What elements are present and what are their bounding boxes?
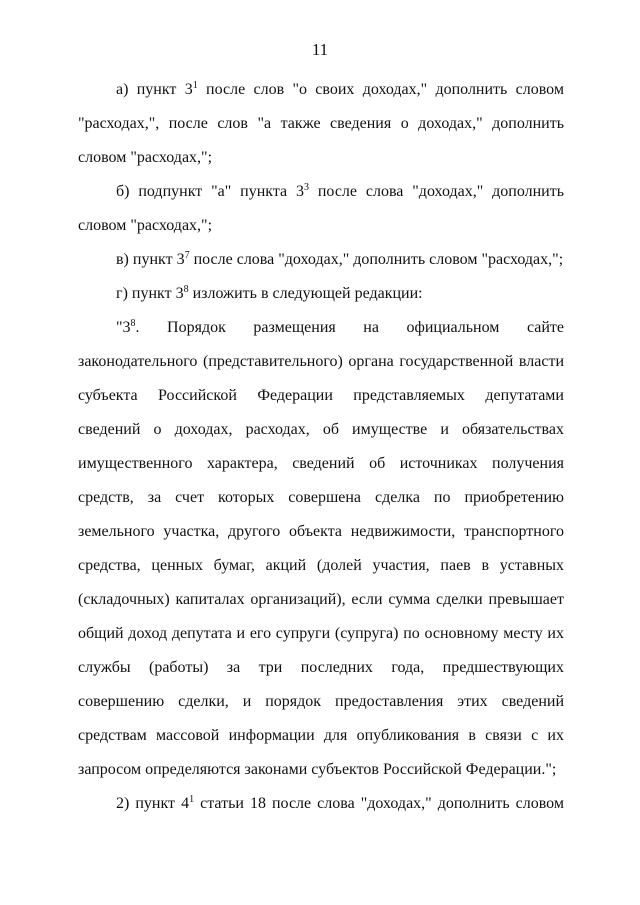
paragraph-v-superscript: 7 [184, 250, 190, 261]
paragraph-a-start: а) пункт 3 [116, 81, 193, 98]
paragraph-g-text: изложить в следующей редакции: [188, 285, 423, 302]
paragraph-item-2 [78, 787, 564, 821]
paragraph-v-text: после слова "доходах," дополнить словом "расходах,"; [189, 251, 564, 268]
paragraph-a [78, 73, 564, 175]
paragraph-a-superscript: 1 [192, 80, 198, 91]
paragraph-g [78, 277, 564, 311]
paragraph-v-start: в) пункт 3 [116, 251, 185, 268]
paragraph-item-2-start: 2) пункт 4 [116, 795, 190, 812]
paragraph-item-2-superscript: 1 [189, 794, 195, 805]
paragraph-v [78, 243, 564, 277]
paragraph-g-start: г) пункт 3 [116, 285, 184, 302]
paragraph-b-superscript: 3 [304, 182, 309, 193]
paragraph-b-start: б) подпункт "а" пункта 3 [116, 183, 304, 200]
paragraph-item-2-text: статьи 18 после слова "доходах," дополнить словом [194, 795, 564, 812]
paragraph-quote-start: "3 [116, 319, 131, 336]
page-number: 11 [311, 40, 329, 59]
paragraph-b-text: после слова "доходах," дополнить словом "расходах,"; [78, 183, 565, 234]
paragraph-quote-text: . Порядок размещения на официальном сайте законодательного (представительного) органа государственной власти субъекта Российской Федерации представляемых депутатами сведений о доходах, расходах, об имуществе и обязательствах имущественного характера, сведений об источниках получения средств, за счет которых совершена сделка по приобретению земельного участка, другого объекта недвижимости, транспортного средства, ценных бумаг, акций (долей участия, паев в уставных (складочных) капиталах организаций), если сумма сделки превышает общий доход депутата и его супруги (супруга) по основному месту их службы (работы) за три последних года, предшествующих совершению сделки, и порядок предоставления этих сведений средствам массовой информации для опубликования в связи с их запросом определяются законами субъектов Российской Федерации."; [78, 319, 564, 778]
paragraph-a-text: после слов "о своих доходах," дополнить словом "расходах,", после слов "а также сведения о доходах," дополнить словом "расходах,"; [78, 81, 565, 166]
paragraph-g-superscript: 8 [183, 284, 189, 295]
paragraph-b [78, 175, 564, 243]
paragraph-quoted-amendment [78, 311, 564, 787]
document-body [78, 73, 564, 821]
paragraph-quote-superscript: 8 [130, 318, 136, 329]
